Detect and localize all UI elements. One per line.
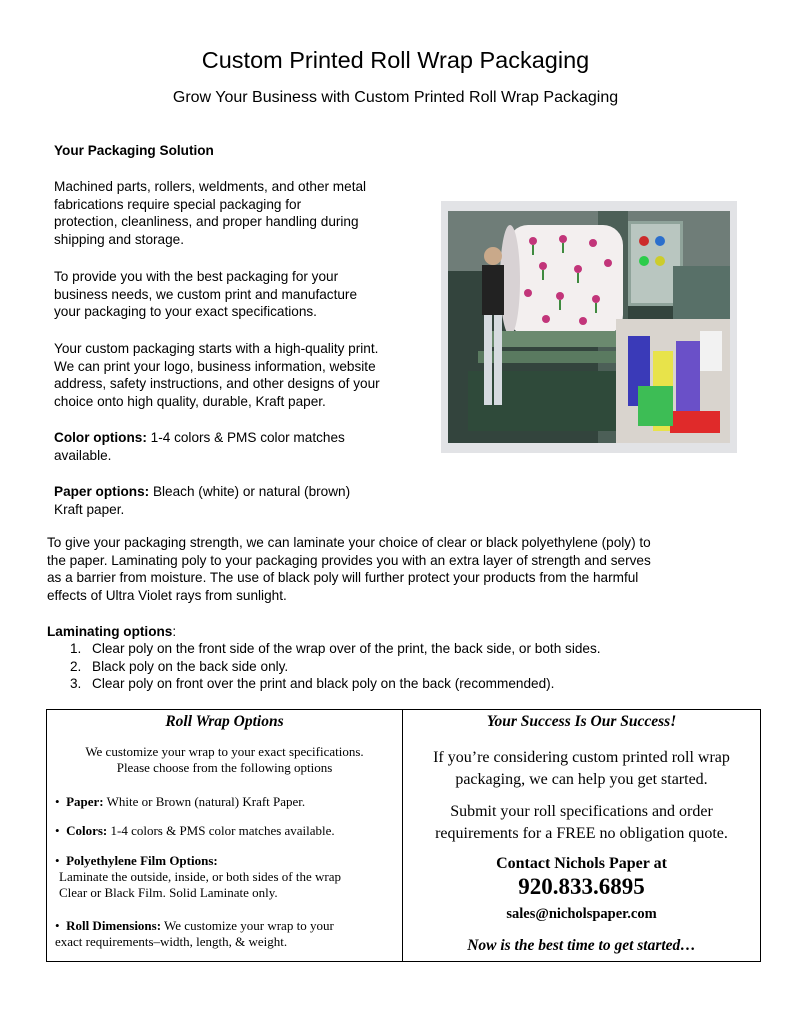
photo-scene xyxy=(448,211,730,443)
text-line: the paper. Laminating poly to your packaging provides you with an extra layer of strength and serves xyxy=(47,552,651,568)
email-address: sales@nicholspaper.com xyxy=(506,906,657,922)
text-line: Submit your roll specifications and order xyxy=(450,803,713,820)
bullet: • xyxy=(55,853,60,868)
paper-options-label: Paper options: xyxy=(54,484,150,499)
roll-wrap-options-title: Roll Wrap Options xyxy=(165,713,284,730)
option-text: exact requirements–width, length, & weight. xyxy=(55,934,288,949)
text-line: fabrications require special packaging for xyxy=(54,196,302,212)
paper-options xyxy=(54,483,434,518)
list-number: 2. xyxy=(70,658,82,674)
success-title: Your Success Is Our Success! xyxy=(486,713,677,730)
option-polyethylene xyxy=(55,853,341,901)
option-label: Paper: xyxy=(66,794,104,809)
info-box xyxy=(46,709,761,962)
phone-number: 920.833.6895 xyxy=(518,874,645,899)
page-title: Custom Printed Roll Wrap Packaging xyxy=(201,47,590,73)
color-options-label: Color options: xyxy=(54,430,147,445)
strength-paragraph xyxy=(47,534,752,604)
bullet: • xyxy=(55,823,60,838)
text-line: To give your packaging strength, we can laminate your choice of clear or black polyethylene (poly) to xyxy=(47,535,651,550)
text-line: We customize your wrap to your exact specifications. xyxy=(85,744,364,759)
option-label: Colors: xyxy=(66,823,108,838)
color-options-text-2: available. xyxy=(54,447,112,463)
text-line: as a barrier from moisture. The use of black poly will further protect your products from the harmful xyxy=(47,570,639,586)
text-line: choice onto high quality, durable, Kraft paper. xyxy=(54,393,326,409)
list-text: Clear poly on front over the print and black poly on the back (recommended). xyxy=(92,676,555,692)
solution-paragraph-3 xyxy=(54,340,434,410)
list-number: 1. xyxy=(70,641,82,656)
bullet: • xyxy=(55,794,60,809)
text-line: protection, cleanliness, and proper handling during xyxy=(54,214,359,230)
color-options-text: 1-4 colors & PMS color matches xyxy=(146,430,345,445)
bullet: • xyxy=(55,918,60,933)
option-text: Laminate the outside, inside, or both sides of the wrap xyxy=(59,869,341,884)
solution-paragraph-2 xyxy=(54,268,434,321)
text-line: Please choose from the following options xyxy=(116,760,333,775)
text-line: We can print your logo, business information, website xyxy=(54,358,376,374)
laminating-heading xyxy=(47,623,176,641)
text-line: Your custom packaging starts with a high-quality print. xyxy=(54,341,379,356)
paper-options-text: Bleach (white) or natural (brown) xyxy=(149,484,351,499)
text-line: shipping and storage. xyxy=(54,231,184,247)
list-number: 3. xyxy=(70,676,82,692)
option-roll-dimensions xyxy=(55,918,334,950)
page-subtitle: Grow Your Business with Custom Printed Roll Wrap Packaging xyxy=(172,89,619,106)
option-text: Clear or Black Film. Solid Laminate only. xyxy=(59,885,278,900)
text-line: packaging, we can help you get started. xyxy=(455,771,708,788)
text-line: your packaging to your exact specifications. xyxy=(54,304,317,320)
section-heading: Your Packaging Solution xyxy=(54,143,214,158)
laminating-label: Laminating options xyxy=(47,624,173,639)
text-line: If you’re considering custom printed roll wrap xyxy=(433,749,730,766)
list-item xyxy=(70,675,763,693)
option-text: 1-4 colors & PMS color matches available. xyxy=(107,823,335,838)
text-line: business needs, we custom print and manufacture xyxy=(54,286,358,302)
success-paragraph-1 xyxy=(403,747,760,791)
text-line: Machined parts, rollers, weldments, and other metal xyxy=(54,179,367,194)
text-line: To provide you with the best packaging for your xyxy=(54,269,339,284)
option-colors xyxy=(55,823,335,839)
list-item xyxy=(70,640,763,658)
color-options xyxy=(54,429,434,464)
option-text: We customize your wrap to your xyxy=(161,918,334,933)
option-label: Roll Dimensions: xyxy=(66,918,162,933)
machine-illustration xyxy=(448,211,730,443)
list-item xyxy=(70,658,763,676)
list-text: Clear poly on the front side of the wrap over of the print, the back side, or both sides. xyxy=(92,641,601,656)
laminating-colon: : xyxy=(172,624,177,639)
paper-options-text-2: Kraft paper. xyxy=(54,501,125,517)
text-line: address, safety instructions, and other designs of your xyxy=(54,376,380,392)
roll-wrap-machine-photo xyxy=(441,201,737,453)
closing-line: Now is the best time to get started… xyxy=(467,937,696,954)
option-paper xyxy=(55,794,305,810)
solution-paragraph-1 xyxy=(54,178,434,248)
contact-heading: Contact Nichols Paper at xyxy=(496,855,667,872)
option-label: Polyethylene Film Options: xyxy=(66,853,218,868)
text-line: effects of Ultra Violet rays from sunlight. xyxy=(47,587,287,603)
list-text: Black poly on the back side only. xyxy=(92,658,289,674)
laminating-list xyxy=(23,640,763,693)
options-intro xyxy=(47,744,402,776)
success-paragraph-2 xyxy=(403,801,760,845)
option-text: White or Brown (natural) Kraft Paper. xyxy=(103,794,306,809)
text-line: requirements for a FREE no obligation quote. xyxy=(435,825,728,842)
